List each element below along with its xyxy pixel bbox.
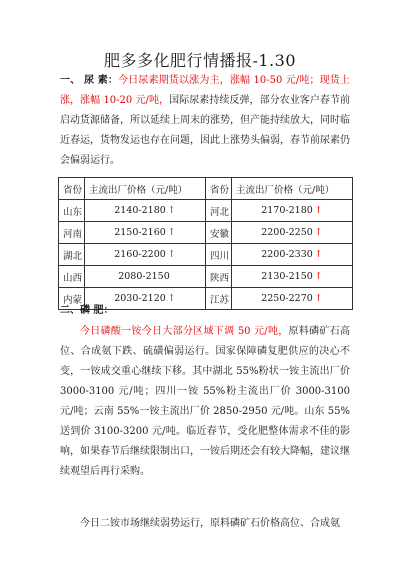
province-cell: 安徽 — [206, 222, 232, 244]
price-cell — [85, 244, 206, 266]
table-row — [59, 244, 353, 266]
phosphate-section — [60, 322, 350, 482]
table-row — [59, 266, 353, 288]
urea-price-table — [58, 177, 353, 310]
page-title: 肥多多化肥行情播报-1.30 — [103, 51, 297, 70]
phosphate-body: 原料磷矿石高位、合成氨下跌、硫磺偏弱运行。国家保障磷复肥供应的决心不变，一铵成交重心继续下移。其中湖北 55%粉状一铵主流出厂价 3000-3100 元/吨；四川一铵 55%粉主流出厂价 3000-3100 元/吨；云南 55%一铵主流出厂价 2850-2950 元/吨。山东 55%送到价 3100-3200 元/吨。临近春节，受化肥整体需求不佳的影响，如果春节后继续限制出口，一铵后期还会有较大降幅，建议继续观望后再行采购。 — [60, 326, 350, 477]
urea-body: 国际尿素持续反弹，部分农业客户春节前启动货源储备，所以延续上周末的涨势，但产能持续放大，同时临近春运，货物发运也存在问题，因此上涨势头偏弱，春节前尿素仍会偏弱运行。 — [60, 95, 350, 166]
price-cell — [85, 222, 206, 244]
price-value: 2160-2200 — [114, 249, 166, 260]
up-arrow-icon: ↑ — [314, 293, 323, 304]
header-province-2: 省份 — [206, 178, 232, 200]
table-row — [59, 200, 353, 222]
province-cell: 河南 — [59, 222, 85, 244]
table-row — [59, 222, 353, 244]
price-value: 2200-2330 — [261, 249, 313, 260]
table-header-row — [59, 178, 353, 200]
province-cell: 山东 — [59, 200, 85, 222]
urea-heading: 一、 尿 素： — [60, 75, 119, 86]
province-cell: 内蒙 — [59, 288, 85, 310]
price-cell — [232, 200, 353, 222]
up-arrow-icon: ↑ — [167, 293, 176, 304]
up-arrow-icon: ↑ — [167, 205, 176, 216]
price-cell — [85, 200, 206, 222]
price-value: 2250-2270 — [261, 293, 313, 304]
header-province-1: 省份 — [59, 178, 85, 200]
province-cell: 江苏 — [206, 288, 232, 310]
province-cell: 山西 — [59, 266, 85, 288]
price-value: 2130-2150 — [261, 271, 313, 282]
urea-highlight: 今日尿素期货以涨为主，涨幅 10-50 元/吨；现货上涨，涨幅 10-20 元/吨， — [60, 75, 350, 106]
up-arrow-icon: ↑ — [167, 227, 176, 238]
up-arrow-icon: ↑ — [314, 249, 323, 260]
header-price-1: 主流出厂价格（元/吨） — [85, 178, 206, 200]
up-arrow-icon: ↑ — [314, 271, 323, 282]
province-cell: 河北 — [206, 200, 232, 222]
price-cell — [232, 266, 353, 288]
header-price-2: 主流出厂价格（元/吨） — [232, 178, 353, 200]
phosphate-highlight: 今日磷酸一铵今日大部分区域下调 50 元/吨， — [80, 326, 289, 337]
province-cell: 湖北 — [59, 244, 85, 266]
up-arrow-icon: ↑ — [314, 227, 323, 238]
price-cell — [85, 266, 206, 288]
price-cell — [232, 222, 353, 244]
up-arrow-icon: ↑ — [314, 205, 323, 216]
province-cell: 陕西 — [206, 266, 232, 288]
price-value: 2140-2180 — [114, 205, 166, 216]
up-arrow-icon: ↑ — [167, 249, 176, 260]
price-cell — [232, 244, 353, 266]
price-cell — [232, 288, 353, 310]
urea-section — [60, 71, 350, 171]
price-value: 2170-2180 — [261, 205, 313, 216]
phosphate-heading: 二、磷 肥： — [60, 305, 114, 316]
dap-paragraph: 今日二铵市场继续弱势运行，原料磷矿石价格高位、合成氨 — [80, 518, 340, 529]
price-value: 2030-2120 — [114, 293, 166, 304]
price-value: 2080-2150 — [118, 271, 170, 282]
price-value: 2150-2160 — [114, 227, 166, 238]
price-value: 2200-2250 — [261, 227, 313, 238]
province-cell: 四川 — [206, 244, 232, 266]
